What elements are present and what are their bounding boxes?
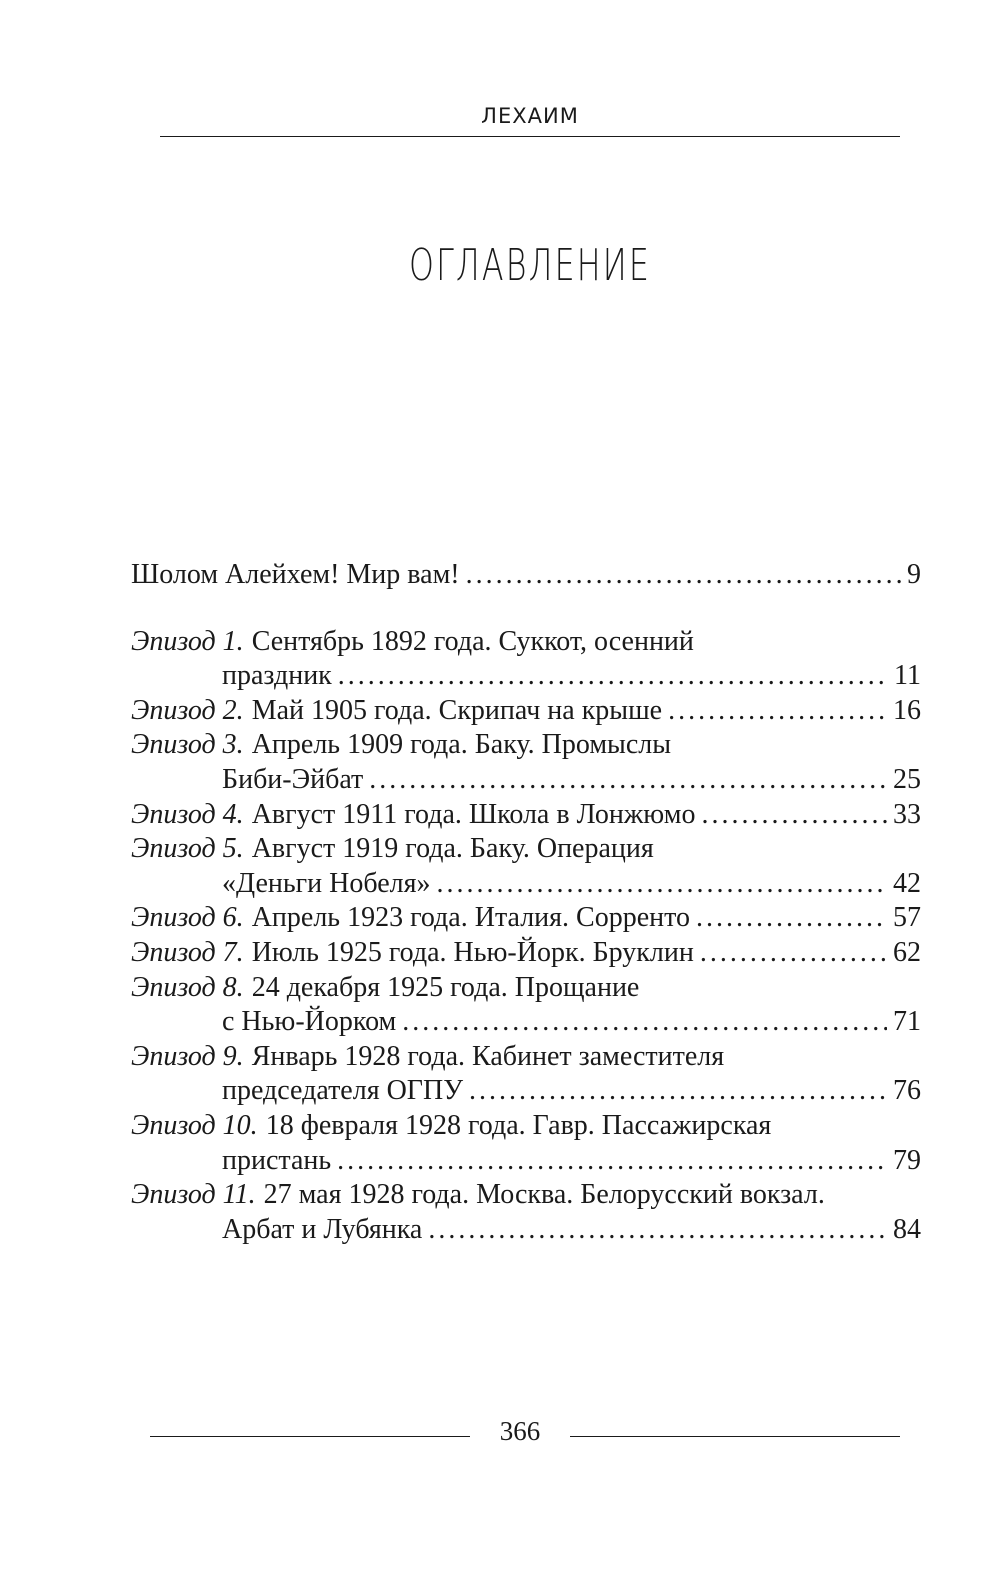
toc-page-number: 25: [893, 763, 921, 795]
toc-entry-title: Январь 1928 года. Кабинет заместителя: [251, 1040, 725, 1072]
leader-dots: [337, 1144, 887, 1179]
footer-rule-right: [570, 1436, 900, 1437]
episode-label: Эпизод 3.: [131, 729, 244, 761]
toc-entry[interactable]: [131, 1040, 921, 1109]
toc-entry-first-line: [131, 971, 921, 1006]
toc-entry-title: Шолом Алейхем! Мир вам!: [131, 559, 460, 590]
episode-label: Эпизод 8.: [131, 971, 244, 1003]
episode-label: Эпизод 5.: [131, 833, 244, 865]
toc-entry-title: Арбат и Лубянка: [222, 1213, 423, 1245]
leader-dots: [369, 763, 887, 798]
toc-entry-continuation: [131, 1005, 921, 1040]
toc-page-number: 16: [893, 694, 921, 726]
toc-entry-title: 18 февраля 1928 года. Гавр. Пассажирская: [265, 1109, 772, 1141]
toc-title: ОГЛАВЛЕНИЕ: [408, 240, 652, 291]
toc-entry-first-line: [131, 694, 921, 729]
toc-entry-title: Июль 1925 года. Нью-Йорк. Бруклин: [251, 936, 694, 968]
toc-entry[interactable]: [131, 1178, 921, 1247]
toc-entry-title: Биби-Эйбат: [222, 763, 364, 795]
leader-dots: [436, 867, 887, 902]
toc-entry-title: пристань: [222, 1144, 332, 1176]
leader-dots: [428, 1213, 887, 1248]
toc-entry-title: 24 декабря 1925 года. Прощание: [251, 971, 640, 1003]
running-head: ЛЕХАИМ: [481, 104, 579, 128]
toc-entry[interactable]: [131, 971, 921, 1040]
toc-page-number: 71: [893, 1006, 921, 1038]
toc-page-number: 11: [894, 660, 921, 692]
toc-entry[interactable]: [131, 832, 921, 901]
toc-page-number: 76: [893, 1075, 921, 1107]
leader-dots: [402, 1005, 887, 1040]
toc-entry-continuation: [131, 1144, 921, 1179]
toc-page-number: 9: [907, 559, 921, 590]
episode-label: Эпизод 4.: [131, 798, 244, 830]
toc-entry-title: Август 1911 года. Школа в Лонжюмо: [251, 798, 696, 830]
leader-dots: [696, 901, 887, 936]
toc-entry[interactable]: [131, 798, 921, 833]
toc-entry-continuation: [131, 1074, 921, 1109]
toc-entry-intro[interactable]: [131, 558, 921, 593]
toc-entry[interactable]: [131, 1109, 921, 1178]
table-of-contents: [131, 558, 921, 1247]
toc-entry-first-line: [131, 728, 921, 763]
toc-entry-first-line: [131, 901, 921, 936]
toc-entry-title: праздник: [222, 660, 332, 692]
toc-entry[interactable]: [131, 625, 921, 694]
episode-label: Эпизод 6.: [131, 902, 244, 934]
leader-dots: [700, 936, 887, 971]
toc-entry-continuation: [131, 659, 921, 694]
leader-dots: [466, 558, 901, 593]
episode-label: Эпизод 7.: [131, 936, 244, 968]
toc-entry-title: 27 мая 1928 года. Москва. Белорусский вокзал.: [263, 1179, 825, 1211]
toc-entry-title: Апрель 1909 года. Баку. Промыслы: [251, 729, 672, 761]
toc-entry-title: Сентябрь 1892 года. Суккот, осенний: [251, 625, 694, 657]
leader-dots: [701, 798, 887, 833]
toc-entry[interactable]: [131, 901, 921, 936]
page-number: 366: [499, 1416, 541, 1446]
header-rule: [160, 136, 900, 137]
toc-entry-first-line: [131, 1109, 921, 1144]
toc-page-number: 57: [893, 902, 921, 934]
toc-page-number: 79: [893, 1144, 921, 1176]
toc-entry-first-line: [131, 832, 921, 867]
toc-entry-first-line: [131, 1178, 921, 1213]
toc-entry[interactable]: [131, 728, 921, 797]
episode-label: Эпизод 10.: [131, 1109, 258, 1141]
toc-entry-title: Май 1905 года. Скрипач на крыше: [251, 694, 663, 726]
toc-page-number: 84: [893, 1213, 921, 1245]
episode-label: Эпизод 2.: [131, 694, 244, 726]
leader-dots: [469, 1074, 887, 1109]
page-footer: [150, 1416, 900, 1456]
toc-entry-title: с Нью-Йорком: [222, 1006, 397, 1038]
footer-rule-left: [150, 1436, 470, 1437]
episode-label: Эпизод 1.: [131, 625, 244, 657]
toc-entry-first-line: [131, 798, 921, 833]
episode-label: Эпизод 9.: [131, 1040, 244, 1072]
leader-dots: [338, 659, 888, 694]
toc-entry-continuation: [131, 1213, 921, 1248]
toc-page-number: 42: [893, 867, 921, 899]
toc-entry-continuation: [131, 763, 921, 798]
toc-entry-first-line: [131, 1040, 921, 1075]
toc-entry-title: «Деньги Нобеля»: [222, 867, 431, 899]
toc-entry-first-line: [131, 936, 921, 971]
toc-page-number: 62: [893, 936, 921, 968]
toc-entry-title: Август 1919 года. Баку. Операция: [251, 833, 654, 865]
leader-dots: [668, 694, 887, 729]
toc-entry[interactable]: [131, 936, 921, 971]
toc-entry-title: председателя ОГПУ: [222, 1075, 464, 1107]
toc-page-number: 33: [893, 798, 921, 830]
toc-entry-continuation: [131, 867, 921, 902]
toc-entry-title: Апрель 1923 года. Италия. Сорренто: [251, 902, 690, 934]
toc-entry-first-line: [131, 625, 921, 660]
episode-label: Эпизод 11.: [131, 1179, 256, 1211]
toc-entry[interactable]: [131, 694, 921, 729]
